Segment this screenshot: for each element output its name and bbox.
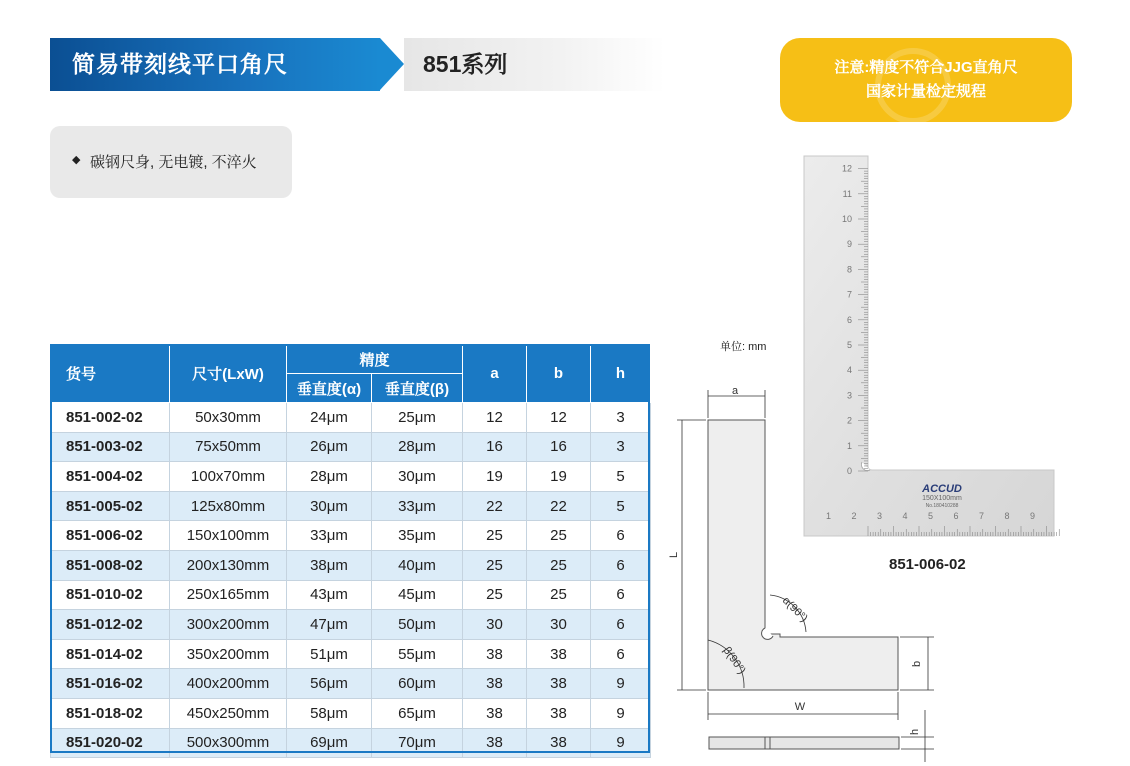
spec-table [50,344,651,758]
cell-size: 50x30mm [170,403,287,433]
ruler-number: 10 [841,214,852,224]
cell-beta: 50μm [372,610,463,640]
table-row [51,639,651,669]
cell-beta: 65μm [372,698,463,728]
cell-a: 38 [463,639,527,669]
notice-line-1: 注意:精度不符合JJG直角尺 [834,59,1018,76]
cell-size: 250x165mm [170,580,287,610]
ruler-number: 6 [846,314,852,325]
cell-b: 25 [527,550,591,580]
cell-code: 851-008-02 [51,550,170,580]
cell-b: 25 [527,580,591,610]
cell-size: 125x80mm [170,491,287,521]
feature-box [50,126,292,198]
cell-beta: 45μm [372,580,463,610]
header-a: a [463,345,527,403]
cell-a: 12 [463,403,527,433]
cell-size: 450x250mm [170,698,287,728]
ruler-number: 1 [825,511,832,521]
ruler-number: 7 [846,289,852,300]
cell-alpha: 26μm [287,432,372,462]
cell-code: 851-010-02 [51,580,170,610]
table-row [51,491,651,521]
cell-beta: 30μm [372,462,463,492]
table-row [51,521,651,551]
cell-h: 6 [591,610,651,640]
header-beta: 垂直度(β) [372,374,463,403]
table-row [51,550,651,580]
ruler-number: 5 [846,340,852,350]
ruler-number: 12 [841,163,852,174]
table-row [51,462,651,492]
cell-b: 12 [527,403,591,433]
cell-alpha: 58μm [287,698,372,728]
ruler-number: 11 [842,188,852,199]
table-row [51,580,651,610]
header-alpha: 垂直度(α) [287,374,372,403]
cell-b: 25 [527,521,591,551]
table-row [51,610,651,640]
cell-alpha: 43μm [287,580,372,610]
cell-code: 851-005-02 [51,491,170,521]
header-h: h [591,345,651,403]
cell-b: 38 [527,728,591,758]
ruler-number: 0 [846,466,852,476]
cell-h: 6 [591,521,651,551]
cell-b: 30 [527,610,591,640]
serial-marking: No.180410288 [925,503,959,509]
ruler-number: 9 [846,239,852,250]
cell-a: 25 [463,521,527,551]
notice-line-2: 国家计量检定规程 [865,83,986,100]
cell-beta: 35μm [372,521,463,551]
ruler-number: 4 [846,365,852,376]
cell-beta: 28μm [372,432,463,462]
photo-caption: 851-006-02 [889,556,966,573]
cell-alpha: 47μm [287,610,372,640]
cell-alpha: 38μm [287,550,372,580]
notice-box [780,38,1072,122]
cell-size: 400x200mm [170,669,287,699]
cell-size: 200x130mm [170,550,287,580]
unit-label: 单位: mm [720,341,767,353]
cell-alpha: 69μm [287,728,372,758]
series-label: 851系列 [423,51,508,77]
cell-a: 25 [463,580,527,610]
cell-alpha: 28μm [287,462,372,492]
cell-code: 851-016-02 [51,669,170,699]
dim-h-label: h [909,728,921,735]
banner-arrow [380,38,404,90]
page-title: 简易带刻线平口角尺 [72,51,288,77]
ruler-number: 1 [846,440,852,451]
cell-h: 3 [591,432,651,462]
ruler-number: 5 [927,511,934,521]
cell-b: 22 [527,491,591,521]
cell-alpha: 56μm [287,669,372,699]
cell-beta: 70μm [372,728,463,758]
ruler-number: 8 [846,264,852,275]
cell-size: 300x200mm [170,610,287,640]
cell-b: 38 [527,639,591,669]
product-photo [800,154,1060,540]
cell-size: 150x100mm [170,521,287,551]
table-row [51,669,651,699]
cell-b: 38 [527,698,591,728]
cell-h: 6 [591,580,651,610]
cell-beta: 40μm [372,550,463,580]
size-marking: 150X100mm [922,495,962,502]
cell-h: 9 [591,698,651,728]
ruler-number: 8 [1004,511,1010,521]
ruler-number: 3 [876,511,883,521]
cell-beta: 33μm [372,491,463,521]
side-profile [709,737,899,749]
table-row [51,698,651,728]
cell-h: 6 [591,639,651,669]
table-row [51,728,651,758]
header-b: b [527,345,591,403]
cell-h: 5 [591,462,651,492]
dim-a-label: a [731,385,739,397]
ruler-number: 2 [846,415,852,426]
cell-code: 851-004-02 [51,462,170,492]
cell-a: 19 [463,462,527,492]
cell-a: 38 [463,698,527,728]
cell-code: 851-018-02 [51,698,170,728]
angle-alpha-label: α(90°) [779,594,810,625]
cell-h: 9 [591,728,651,758]
cell-b: 38 [527,669,591,699]
cell-alpha: 33μm [287,521,372,551]
dim-b-label: b [911,660,923,667]
brand-logo: ACCUD [922,483,962,495]
cell-beta: 55μm [372,639,463,669]
cell-h: 6 [591,550,651,580]
cell-code: 851-020-02 [51,728,170,758]
cell-code: 851-014-02 [51,639,170,669]
dim-w-label: W [794,701,806,713]
angle-beta-label: β(90°) [720,644,748,677]
cell-alpha: 24μm [287,403,372,433]
cell-size: 500x300mm [170,728,287,758]
cell-alpha: 51μm [287,639,372,669]
dim-l-label: L [668,551,680,558]
cell-a: 30 [463,610,527,640]
ruler-number: 2 [851,511,857,521]
table-row [51,403,651,433]
ruler-number: 6 [953,511,959,521]
diamond-bullet-icon: ◆ [72,154,81,166]
cell-h: 9 [591,669,651,699]
cell-b: 19 [527,462,591,492]
cell-b: 16 [527,432,591,462]
header-banner [50,38,665,91]
cell-size: 100x70mm [170,462,287,492]
ruler-number: 4 [902,511,908,521]
cell-size: 75x50mm [170,432,287,462]
cell-beta: 60μm [372,669,463,699]
cell-h: 3 [591,403,651,433]
table-row [51,432,651,462]
cell-beta: 25μm [372,403,463,433]
feature-text: 碳钢尺身, 无电镀, 不淬火 [90,154,257,171]
cell-h: 5 [591,491,651,521]
ruler-number: 7 [978,511,985,521]
photo-square-body [804,156,1054,536]
header-precision: 精度 [287,345,463,374]
cell-a: 16 [463,432,527,462]
cell-a: 38 [463,669,527,699]
cell-a: 22 [463,491,527,521]
cell-code: 851-002-02 [51,403,170,433]
cell-size: 350x200mm [170,639,287,669]
cell-code: 851-006-02 [51,521,170,551]
header-size: 尺寸(LxW) [170,345,287,403]
cell-a: 25 [463,550,527,580]
cell-a: 38 [463,728,527,758]
watermark-icon [875,48,951,122]
ruler-number: 3 [846,390,852,401]
cell-alpha: 30μm [287,491,372,521]
cell-code: 851-003-02 [51,432,170,462]
cell-code: 851-012-02 [51,610,170,640]
ruler-number: 9 [1029,511,1036,521]
header-code: 货号 [51,345,170,403]
